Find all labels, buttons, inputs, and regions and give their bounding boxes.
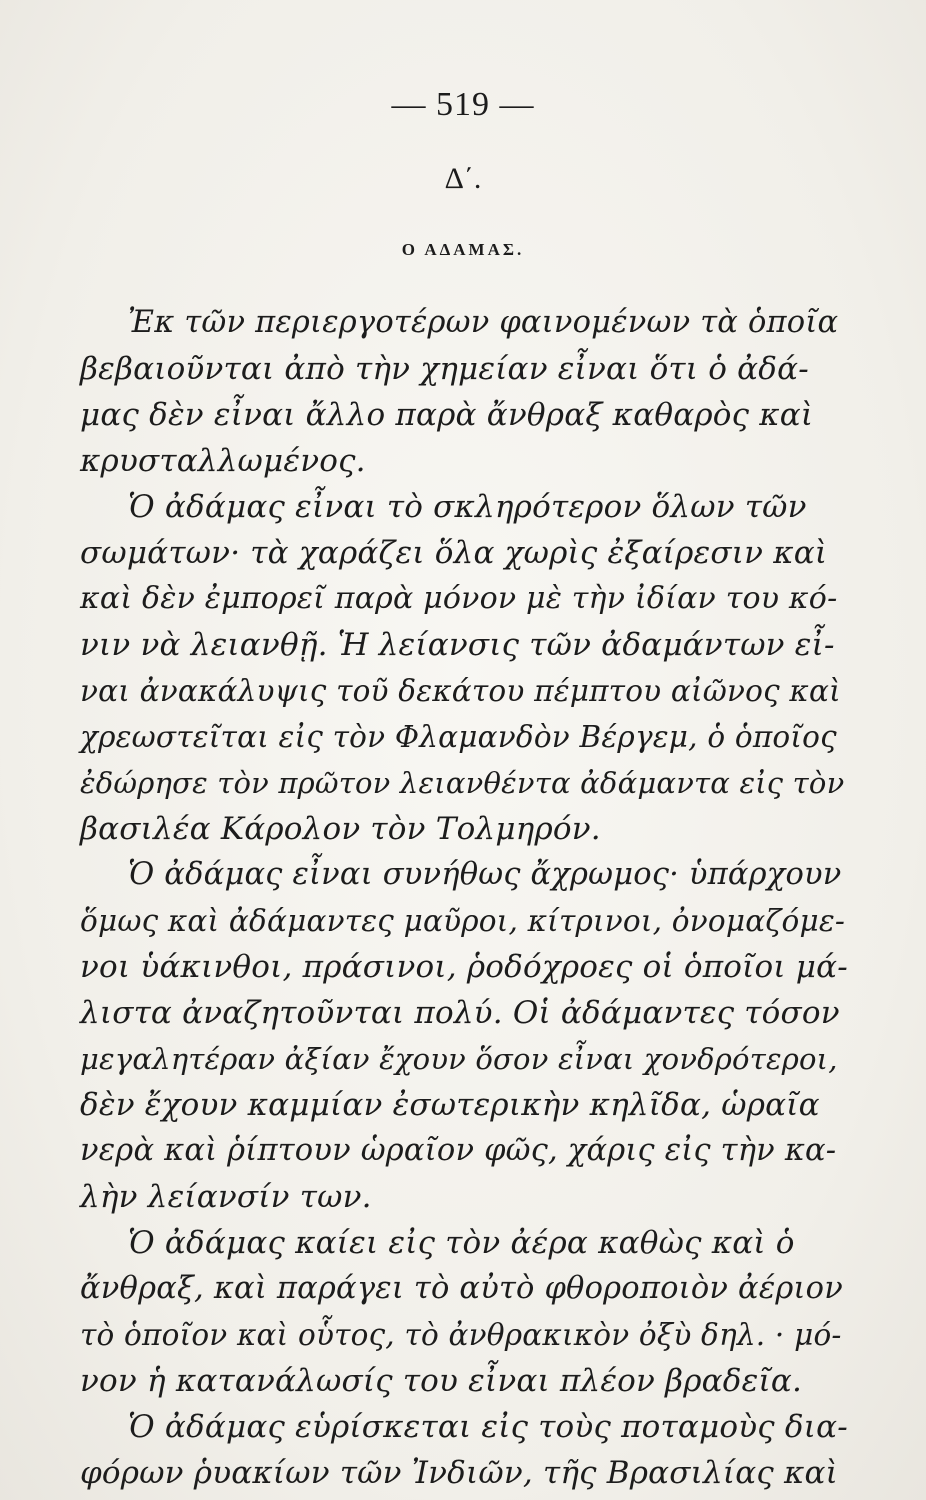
text-line: νον ἡ κατανάλωσίς του εἶναι πλέον βραδεῖα. <box>80 1363 803 1399</box>
text-line: μεγαλητέραν ἀξίαν ἔχουν ὅσον εἶναι χονδρότεροι, <box>80 1042 838 1076</box>
text-line: λιστα ἀναζητοῦνται πολύ. Οἱ ἀδάμαντες τόσον <box>80 995 840 1031</box>
text-line: βεβαιοῦνται ἀπὸ τὴν χημείαν εἶναι ὅτι ὁ ἀδά- <box>80 351 809 387</box>
text-line: ναι ἀνακάλυψις τοῦ δεκάτου πέμπτου αἰῶνος καὶ <box>80 674 841 708</box>
text-line: νοι ὑάκινθοι, πράσινοι, ῥοδόχροες οἱ ὁποῖοι μά- <box>80 949 848 985</box>
body-text <box>80 300 848 1496</box>
text-line: φόρων ῥυακίων τῶν Ἰνδιῶν, τῆς Βρασιλίας καὶ <box>80 1455 838 1491</box>
text-line: τὸ ὁποῖον καὶ οὗτος, τὸ ἀνθρακικὸν ὀξὺ δηλ. · μό- <box>80 1318 842 1352</box>
text-line: βασιλέα Κάρολον τὸν Τολμηρόν. <box>80 811 601 847</box>
section-mark: Δ΄. <box>444 162 482 195</box>
text-line: Ὁ ἀδάμας εὑρίσκεται εἰς τοὺς ποταμοὺς δια- <box>128 1409 848 1445</box>
text-line: μας δὲν εἶναι ἄλλο παρὰ ἄνθραξ καθαρὸς καὶ <box>80 397 814 433</box>
text-line: χρεωστεῖται εἰς τὸν Φλαμανδὸν Βέργεμ, ὁ ὁποῖος <box>80 720 837 754</box>
text-line: σωμάτων· τὰ χαράζει ὅλα χωρὶς ἐξαίρεσιν καὶ <box>80 535 828 571</box>
text-line: ὅμως καὶ ἀδάμαντες μαῦροι, κίτρινοι, ὀνομαζόμε- <box>80 904 846 938</box>
text-line: νιν νὰ λειανθῇ. Ἡ λείανσις τῶν ἀδαμάντων εἶ- <box>80 627 835 663</box>
section-title: Ο ΑΔΑΜΑΣ. <box>401 240 525 259</box>
text-line: λὴν λείανσίν των. <box>80 1179 372 1215</box>
text-line: Ὁ ἀδάμας εἶναι συνήθως ἄχρωμος· ὑπάρχουν <box>128 857 842 892</box>
text-line: καὶ δὲν ἐμπορεῖ παρὰ μόνον μὲ τὴν ἰδίαν του κό- <box>80 581 838 616</box>
text-line: νερὰ καὶ ῥίπτουν ὡραῖον φῶς, χάρις εἰς τὴν κα- <box>80 1133 837 1168</box>
text-line: Ὁ ἀδάμας καίει εἰς τὸν ἀέρα καθὼς καὶ ὁ <box>128 1225 795 1261</box>
text-line: δὲν ἔχουν καμμίαν ἐσωτερικὴν κηλῖδα, ὡραῖα <box>80 1087 820 1123</box>
text-line: ἐδώρησε τὸν πρῶτον λειανθέντα ἀδάμαντα εἰς τὸν <box>80 766 845 800</box>
page-number: — 519 — <box>391 86 535 123</box>
text-line: κρυσταλλωμένος. <box>80 443 366 479</box>
text-line: ἄνθραξ, καὶ παράγει τὸ αὐτὸ φθοροποιὸν ἀέριον <box>80 1271 843 1306</box>
text-line: Ὁ ἀδάμας εἶναι τὸ σκληρότερον ὅλων τῶν <box>128 489 807 525</box>
text-line: Ἐκ τῶν περιεργοτέρων φαινομένων τὰ ὁποῖα <box>128 305 839 340</box>
